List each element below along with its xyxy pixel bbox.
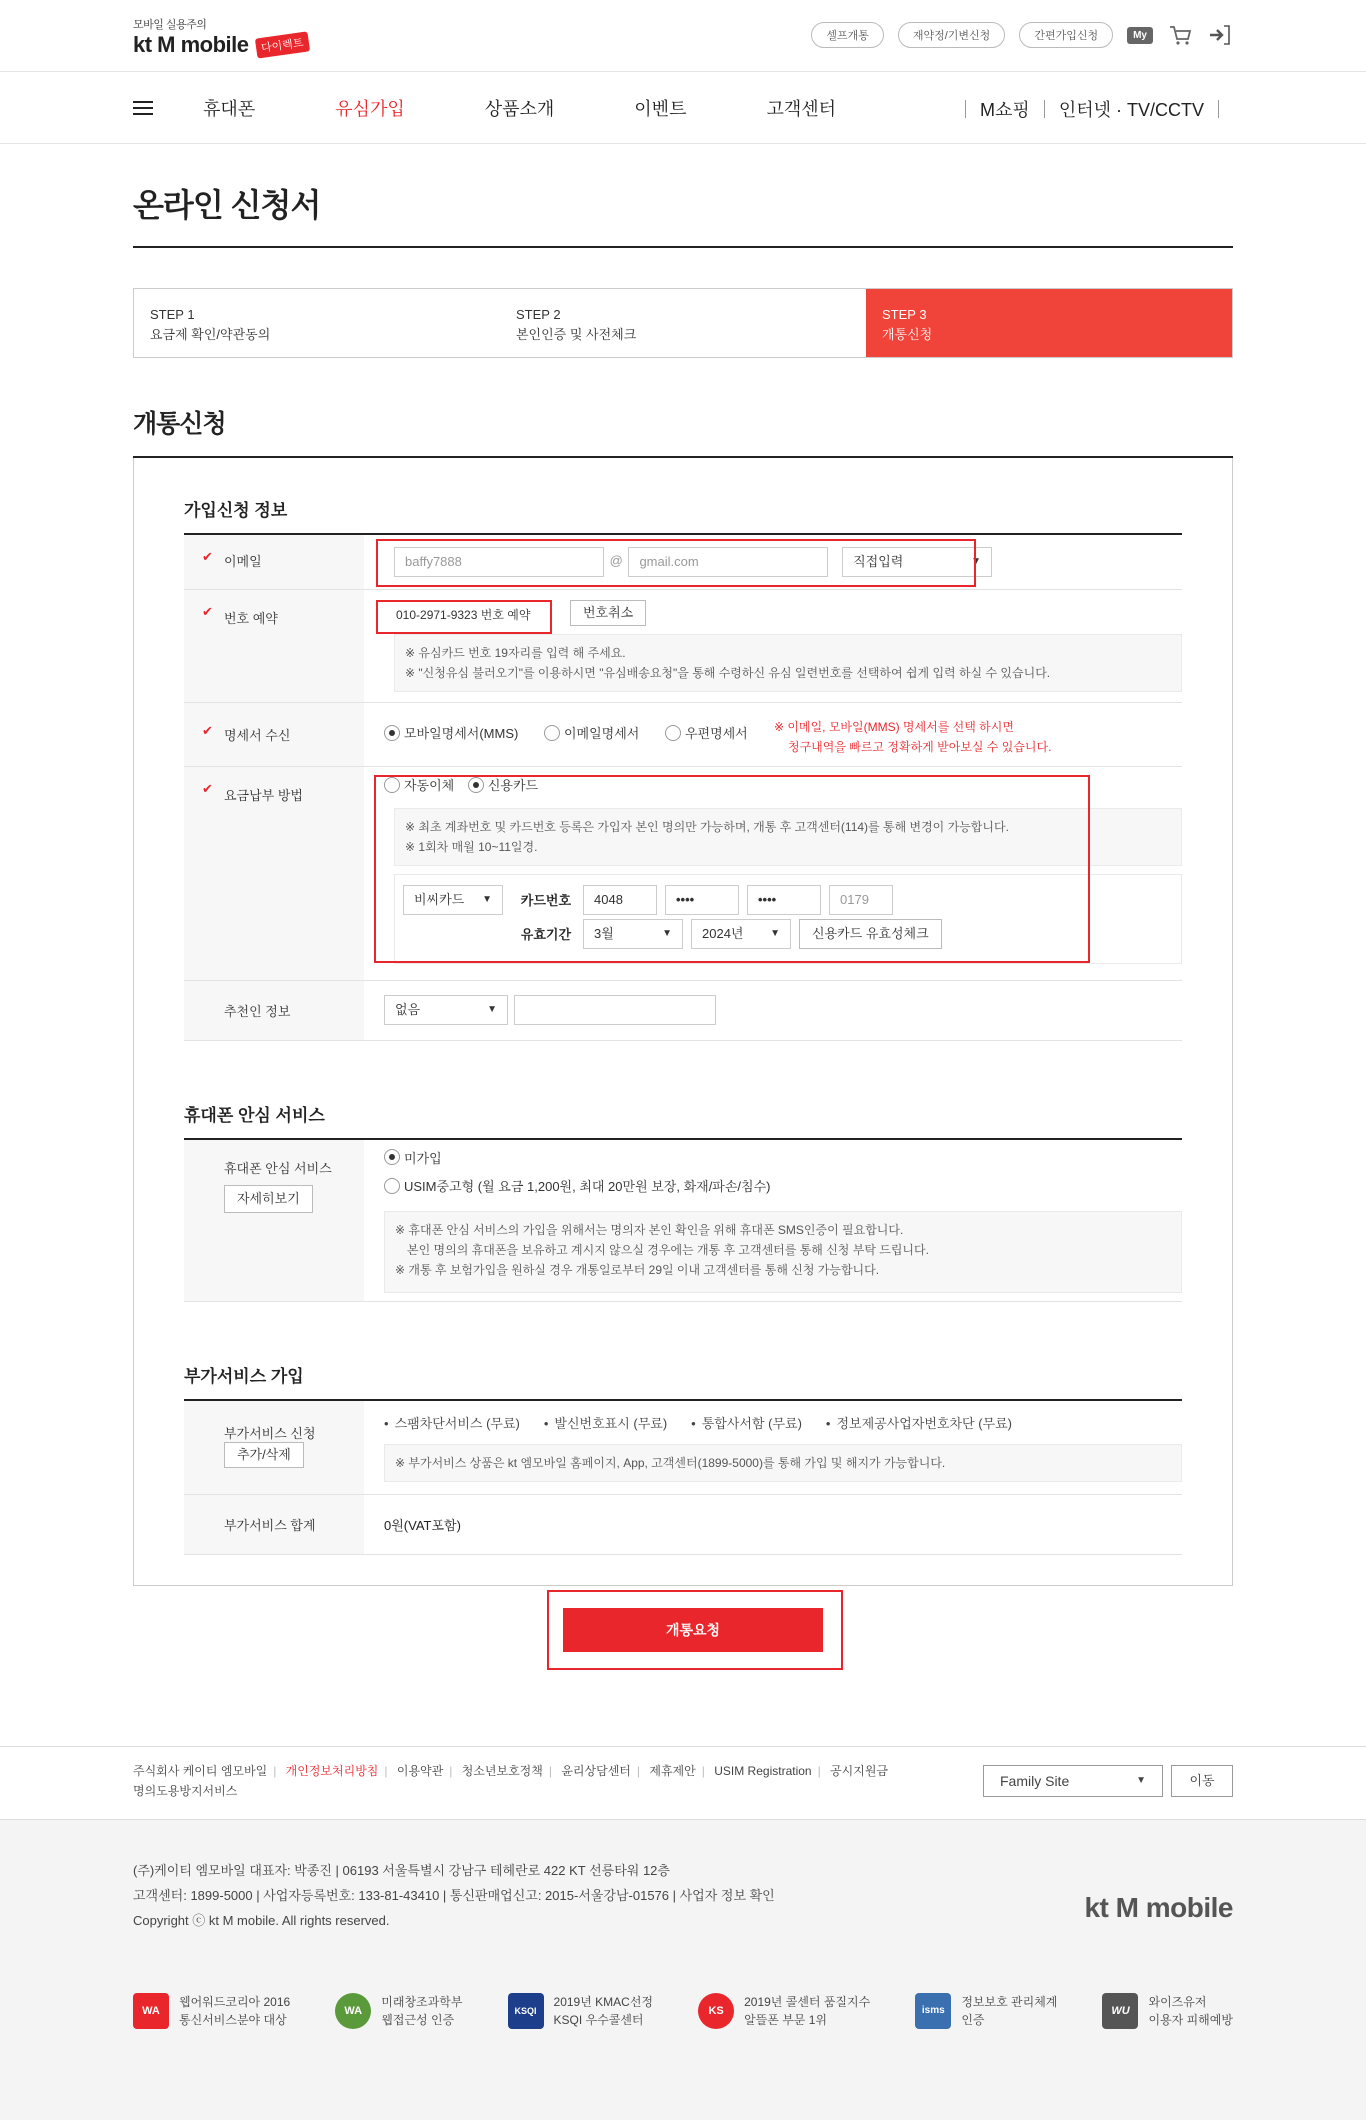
- step-indicator: [133, 288, 1233, 358]
- site-logo[interactable]: [133, 16, 309, 58]
- company-line: 고객센터: 1899-5000 | 사업자등록번호: 133-81-43410 | 통신판매업신고: 2015-서울강남-01576 | 사업자 정보 확인: [133, 1887, 775, 1903]
- radio-dot: [384, 725, 400, 741]
- red-note-line: 청구내역을 빠르고 정확하게 받아보실 수 있습니다.: [788, 740, 1052, 754]
- chevron-down-icon: ▼: [1136, 1774, 1146, 1786]
- required-check-icon: ✔: [202, 781, 213, 796]
- wiseuser-icon: WU: [1102, 1993, 1138, 2029]
- join-info-title: 가입신청 정보: [184, 496, 1182, 535]
- addon-item: • 통합사서함 (무료): [691, 1413, 802, 1432]
- number-label: 번호 예약: [224, 611, 278, 626]
- radio-label: 신용카드: [487, 778, 539, 793]
- family-site-value: Family Site: [1000, 1772, 1070, 1789]
- note-line: ※ 1회차 매월 10~11일경.: [405, 839, 538, 854]
- step-label: 요금제 확인/약관동의: [150, 327, 271, 342]
- card-number-4[interactable]: 0179: [829, 885, 893, 915]
- required-check-icon: ✔: [202, 723, 213, 738]
- kscqi-icon: KS: [698, 1993, 734, 2029]
- email-id-input[interactable]: baffy7888: [394, 547, 604, 577]
- chevron-down-icon: ▼: [487, 1003, 497, 1015]
- step-label: 개통신청: [882, 327, 933, 342]
- radio-dot: [384, 1149, 400, 1165]
- safe-service-label: 휴대폰 안심 서비스: [224, 1160, 332, 1176]
- top-utility: [811, 22, 1233, 48]
- reserved-number: 010-2971-9323 번호 예약: [396, 608, 531, 622]
- note-line: ※ 유심카드 번호 19자리를 입력 해 주세요.: [405, 646, 626, 660]
- chevron-down-icon: ▼: [482, 893, 492, 905]
- radio-not-joined[interactable]: [384, 1148, 442, 1167]
- cert-line: 웹어워드코리아 2016: [179, 1994, 291, 2009]
- cert-item: [698, 1993, 870, 2029]
- radio-usim-used[interactable]: [384, 1176, 770, 1195]
- footer-logo: kt M mobile: [1084, 1891, 1233, 1923]
- radio-dot: [384, 1178, 400, 1194]
- statement-red-note: [774, 717, 1051, 757]
- step-number: STEP 2: [516, 307, 561, 322]
- company-line: (주)케이티 엠모바일 대표자: 박종진 | 06193 서울특별시 강남구 테헤란로 422 KT 선릉타워 12층: [133, 1862, 670, 1878]
- note-line: ※ 최초 계좌번호 및 카드번호 등록은 가입자 본인 명의만 가능하며, 개통 후 고객센터(114)를 통해 변경이 가능합니다.: [405, 819, 1009, 834]
- addon-item: • 정보제공사업자번호차단 (무료): [826, 1413, 1012, 1432]
- recontract-link[interactable]: 재약정/기변신청: [898, 22, 1005, 48]
- card-number-2[interactable]: ••••: [665, 885, 739, 915]
- divider: [965, 100, 966, 118]
- detail-button[interactable]: 자세히보기: [224, 1185, 313, 1213]
- number-cancel-button[interactable]: 번호취소: [570, 600, 646, 626]
- footer-link-identity-theft[interactable]: 명의도용방지서비스: [133, 1783, 238, 1798]
- gnb-item-usim[interactable]: 유심가입: [335, 99, 405, 119]
- required-check-icon: ✔: [202, 549, 213, 564]
- radio-label: 모바일명세서(MMS): [404, 726, 519, 741]
- cert-line: 인증: [961, 2012, 985, 2027]
- footer-link-subsidy[interactable]: 공시지원금: [830, 1763, 889, 1778]
- direct-badge: 다이렉트: [255, 31, 310, 58]
- referrer-select[interactable]: [384, 995, 508, 1025]
- payment-label: 요금납부 방법: [224, 788, 303, 803]
- addon-list: [384, 1409, 1182, 1432]
- cert-line: 통신서비스분야 대상: [179, 2012, 287, 2027]
- footer-link-terms[interactable]: 이용약관: [396, 1763, 444, 1778]
- highlight-box: [376, 539, 976, 587]
- footer-info: [0, 1820, 1366, 2120]
- gnb-item-phone[interactable]: 휴대폰: [203, 99, 256, 119]
- number-row: [184, 590, 1182, 703]
- easy-join-link[interactable]: 간편가입신청: [1019, 22, 1113, 48]
- referrer-select-value: 없음: [395, 1001, 421, 1017]
- cert-item: [335, 1993, 462, 2029]
- isms-icon: isms: [915, 1993, 951, 2029]
- certifications: [133, 1993, 1233, 2029]
- radio-mms[interactable]: [384, 723, 518, 742]
- cert-item: [915, 1993, 1057, 2029]
- email-domain-input[interactable]: gmail.com: [628, 547, 828, 577]
- footer-link-partnership[interactable]: 제휴제안: [649, 1763, 696, 1778]
- company-info: [133, 1858, 1233, 1933]
- logo-brand: kt M mobile: [133, 32, 249, 57]
- radio-label: 우편명세서: [684, 726, 748, 741]
- addon-apply-label: 부가서비스 신청: [224, 1425, 316, 1441]
- step-1: [134, 289, 500, 357]
- top-bar: [0, 0, 1366, 72]
- addon-edit-button[interactable]: 추가/삭제: [224, 1442, 304, 1468]
- referrer-row: [184, 981, 1182, 1041]
- divider: [1218, 100, 1219, 118]
- addon-item: • 스팸차단서비스 (무료): [384, 1413, 520, 1432]
- cert-line: 이용자 피해예방: [1148, 2012, 1233, 2027]
- my-page-icon[interactable]: My: [1127, 27, 1153, 44]
- section-title: 개통신청: [133, 404, 1233, 458]
- gnb-right-links: [951, 96, 1233, 122]
- footer-link-privacy[interactable]: 개인정보처리방침: [285, 1763, 379, 1778]
- note-line: ※ 휴대폰 안심 서비스의 가입을 위해서는 명의자 본인 확인을 위해 휴대폰 SMS인증이 필요합니다.: [395, 1222, 904, 1237]
- gnb-item-event[interactable]: 이벤트: [634, 99, 687, 119]
- referrer-label: 추천인 정보: [224, 1003, 291, 1019]
- web-award-icon: WA: [133, 1993, 169, 2029]
- addon-total-row: [184, 1495, 1182, 1555]
- note-line: ※ "신청유심 불러오기"를 이용하시면 "유심배송요청"을 통해 수령하신 유심 일련번호를 선택하여 쉽게 입력 하실 수 있습니다.: [405, 666, 1051, 680]
- family-site-go-button[interactable]: 이동: [1171, 1765, 1233, 1797]
- card-company-value: 비씨카드: [414, 891, 465, 907]
- step-label: 본인인증 및 사전체크: [516, 327, 637, 342]
- email-row: [184, 535, 1182, 590]
- cert-line: 미래창조과학부: [381, 1994, 463, 2009]
- expiry-year-value: 2024년: [702, 925, 744, 941]
- cert-line: 2019년 KMAC선정: [553, 1994, 654, 2009]
- radio-label: 미가입: [404, 1150, 442, 1166]
- menu-icon[interactable]: [133, 97, 153, 119]
- cart-icon[interactable]: [1167, 22, 1193, 48]
- web-accessibility-icon: WA: [335, 1993, 371, 2029]
- card-validity-check-button[interactable]: 신용카드 유효성체크: [799, 919, 942, 949]
- expiry-label: 유효기간: [520, 927, 571, 942]
- cert-item: [508, 1993, 653, 2029]
- required-check-icon: ✔: [202, 604, 213, 619]
- cert-line: 웹접근성 인증: [381, 2012, 455, 2027]
- step-number: STEP 3: [882, 307, 927, 322]
- highlight-box: [374, 775, 1090, 963]
- addon-item: • 발신번호표시 (무료): [544, 1413, 667, 1432]
- cert-line: 알뜰폰 부문 1위: [744, 2012, 828, 2027]
- chevron-down-icon: ▼: [662, 927, 672, 939]
- card-number-label: 카드번호: [520, 893, 571, 908]
- gnb-item-products[interactable]: 상품소개: [484, 99, 555, 119]
- radio-label: 자동이체: [404, 778, 455, 793]
- expiry-month-value: 3월: [594, 925, 614, 941]
- number-notes: [394, 634, 1182, 692]
- radio-post[interactable]: [665, 723, 748, 742]
- login-icon[interactable]: [1207, 22, 1233, 48]
- cert-item: [133, 1993, 290, 2029]
- gnb-link-mshopping[interactable]: M쇼핑: [980, 100, 1030, 120]
- card-number-1[interactable]: 4048: [583, 885, 657, 915]
- footer-links: 주식회사 케이티 엠모바일 | 개인정보처리방침 | 이용약관 | 청소년보호정책 | 윤리상담센터 | 제휴제안 | USIM Registration | 공시지원금 명의도용방지서비스 Family Site ▼ 이동: [0, 1746, 1366, 1820]
- cert-line: 2019년 콜센터 품질지수: [744, 1994, 871, 2009]
- addon-total-value: 0원(VAT포함): [384, 1517, 461, 1533]
- step-2: [500, 289, 866, 357]
- footer-link-company[interactable]: 주식회사 케이티 엠모바일: [133, 1763, 268, 1778]
- family-site-select[interactable]: [983, 1765, 1163, 1797]
- radio-email[interactable]: [544, 723, 639, 742]
- email-label: 이메일: [224, 554, 262, 569]
- footer-link-youth[interactable]: 청소년보호정책: [461, 1763, 543, 1778]
- safe-service-notes: [384, 1211, 1182, 1293]
- referrer-input[interactable]: [514, 995, 716, 1025]
- highlight-box: [376, 600, 552, 634]
- note-line: 본인 명의의 휴대폰을 보유하고 계시지 않으실 경우에는 개통 후 고객센터를 통해 신청 부탁 드립니다.: [407, 1242, 929, 1257]
- cert-item: [1102, 1993, 1232, 2029]
- radio-label: USIM중고형 (월 요금 1,200원, 최대 20만원 보장, 화재/파손/침수): [404, 1179, 771, 1194]
- radio-dot: [544, 725, 560, 741]
- safe-service-row: [184, 1140, 1182, 1302]
- red-note-line: ※ 이메일, 모바일(MMS) 명세서를 선택 하시면: [774, 720, 1014, 734]
- logo-tagline: 모바일 실용주의: [133, 19, 207, 31]
- cert-line: 와이즈유저: [1148, 1994, 1207, 2009]
- footer-link-ethics[interactable]: 윤리상담센터: [561, 1763, 631, 1778]
- gnb-item-support[interactable]: 고객센터: [766, 99, 837, 119]
- email-at: @: [609, 553, 623, 569]
- safe-service-title: 휴대폰 안심 서비스: [184, 1101, 1182, 1140]
- addon-note: ※ 부가서비스 상품은 kt 엠모바일 홈페이지, App, 고객센터(1899-5000)를 통해 가입 및 해지가 가능합니다.: [384, 1444, 1182, 1482]
- copyright: Copyright ⓒ kt M mobile. All rights reserved.: [133, 1912, 390, 1928]
- self-activation-link[interactable]: 셀프개통: [811, 22, 884, 48]
- chevron-down-icon: ▼: [971, 556, 982, 567]
- global-nav: [0, 72, 1366, 144]
- card-number-3[interactable]: ••••: [747, 885, 821, 915]
- addon-apply-row: [184, 1401, 1182, 1495]
- chevron-down-icon: ▼: [770, 927, 780, 939]
- radio-dot: [665, 725, 681, 741]
- step-3: [866, 289, 1232, 357]
- addon-total-label: 부가서비스 합계: [224, 1517, 316, 1533]
- step-number: STEP 1: [150, 307, 195, 322]
- statement-label: 명세서 수신: [224, 728, 291, 743]
- payment-row: [184, 767, 1182, 981]
- email-domain-select-value: 직접입력: [853, 554, 904, 569]
- activation-request-button[interactable]: 개통요청: [563, 1608, 823, 1652]
- note-line: ※ 개통 후 보험가입을 원하실 경우 개통일로부터 29일 이내 고객센터를 통해 신청 가능합니다.: [395, 1262, 880, 1277]
- page-title: 온라인 신청서: [133, 144, 1233, 248]
- radio-label: 이메일명세서: [563, 726, 640, 741]
- addon-title: 부가서비스 가입: [184, 1362, 1182, 1401]
- gnb-link-internet-tv[interactable]: 인터넷 · TV/CCTV: [1058, 100, 1204, 120]
- application-form: [133, 458, 1233, 1586]
- footer-link-usim-registration[interactable]: USIM Registration: [714, 1763, 812, 1778]
- cert-line: KSQI 우수콜센터: [553, 2012, 644, 2027]
- cert-line: 정보보호 관리체계: [961, 1994, 1058, 2009]
- ksqi-icon: KSQI: [508, 1993, 544, 2029]
- divider: [1044, 100, 1045, 118]
- submit-area: [133, 1586, 1233, 1706]
- statement-row: [184, 703, 1182, 767]
